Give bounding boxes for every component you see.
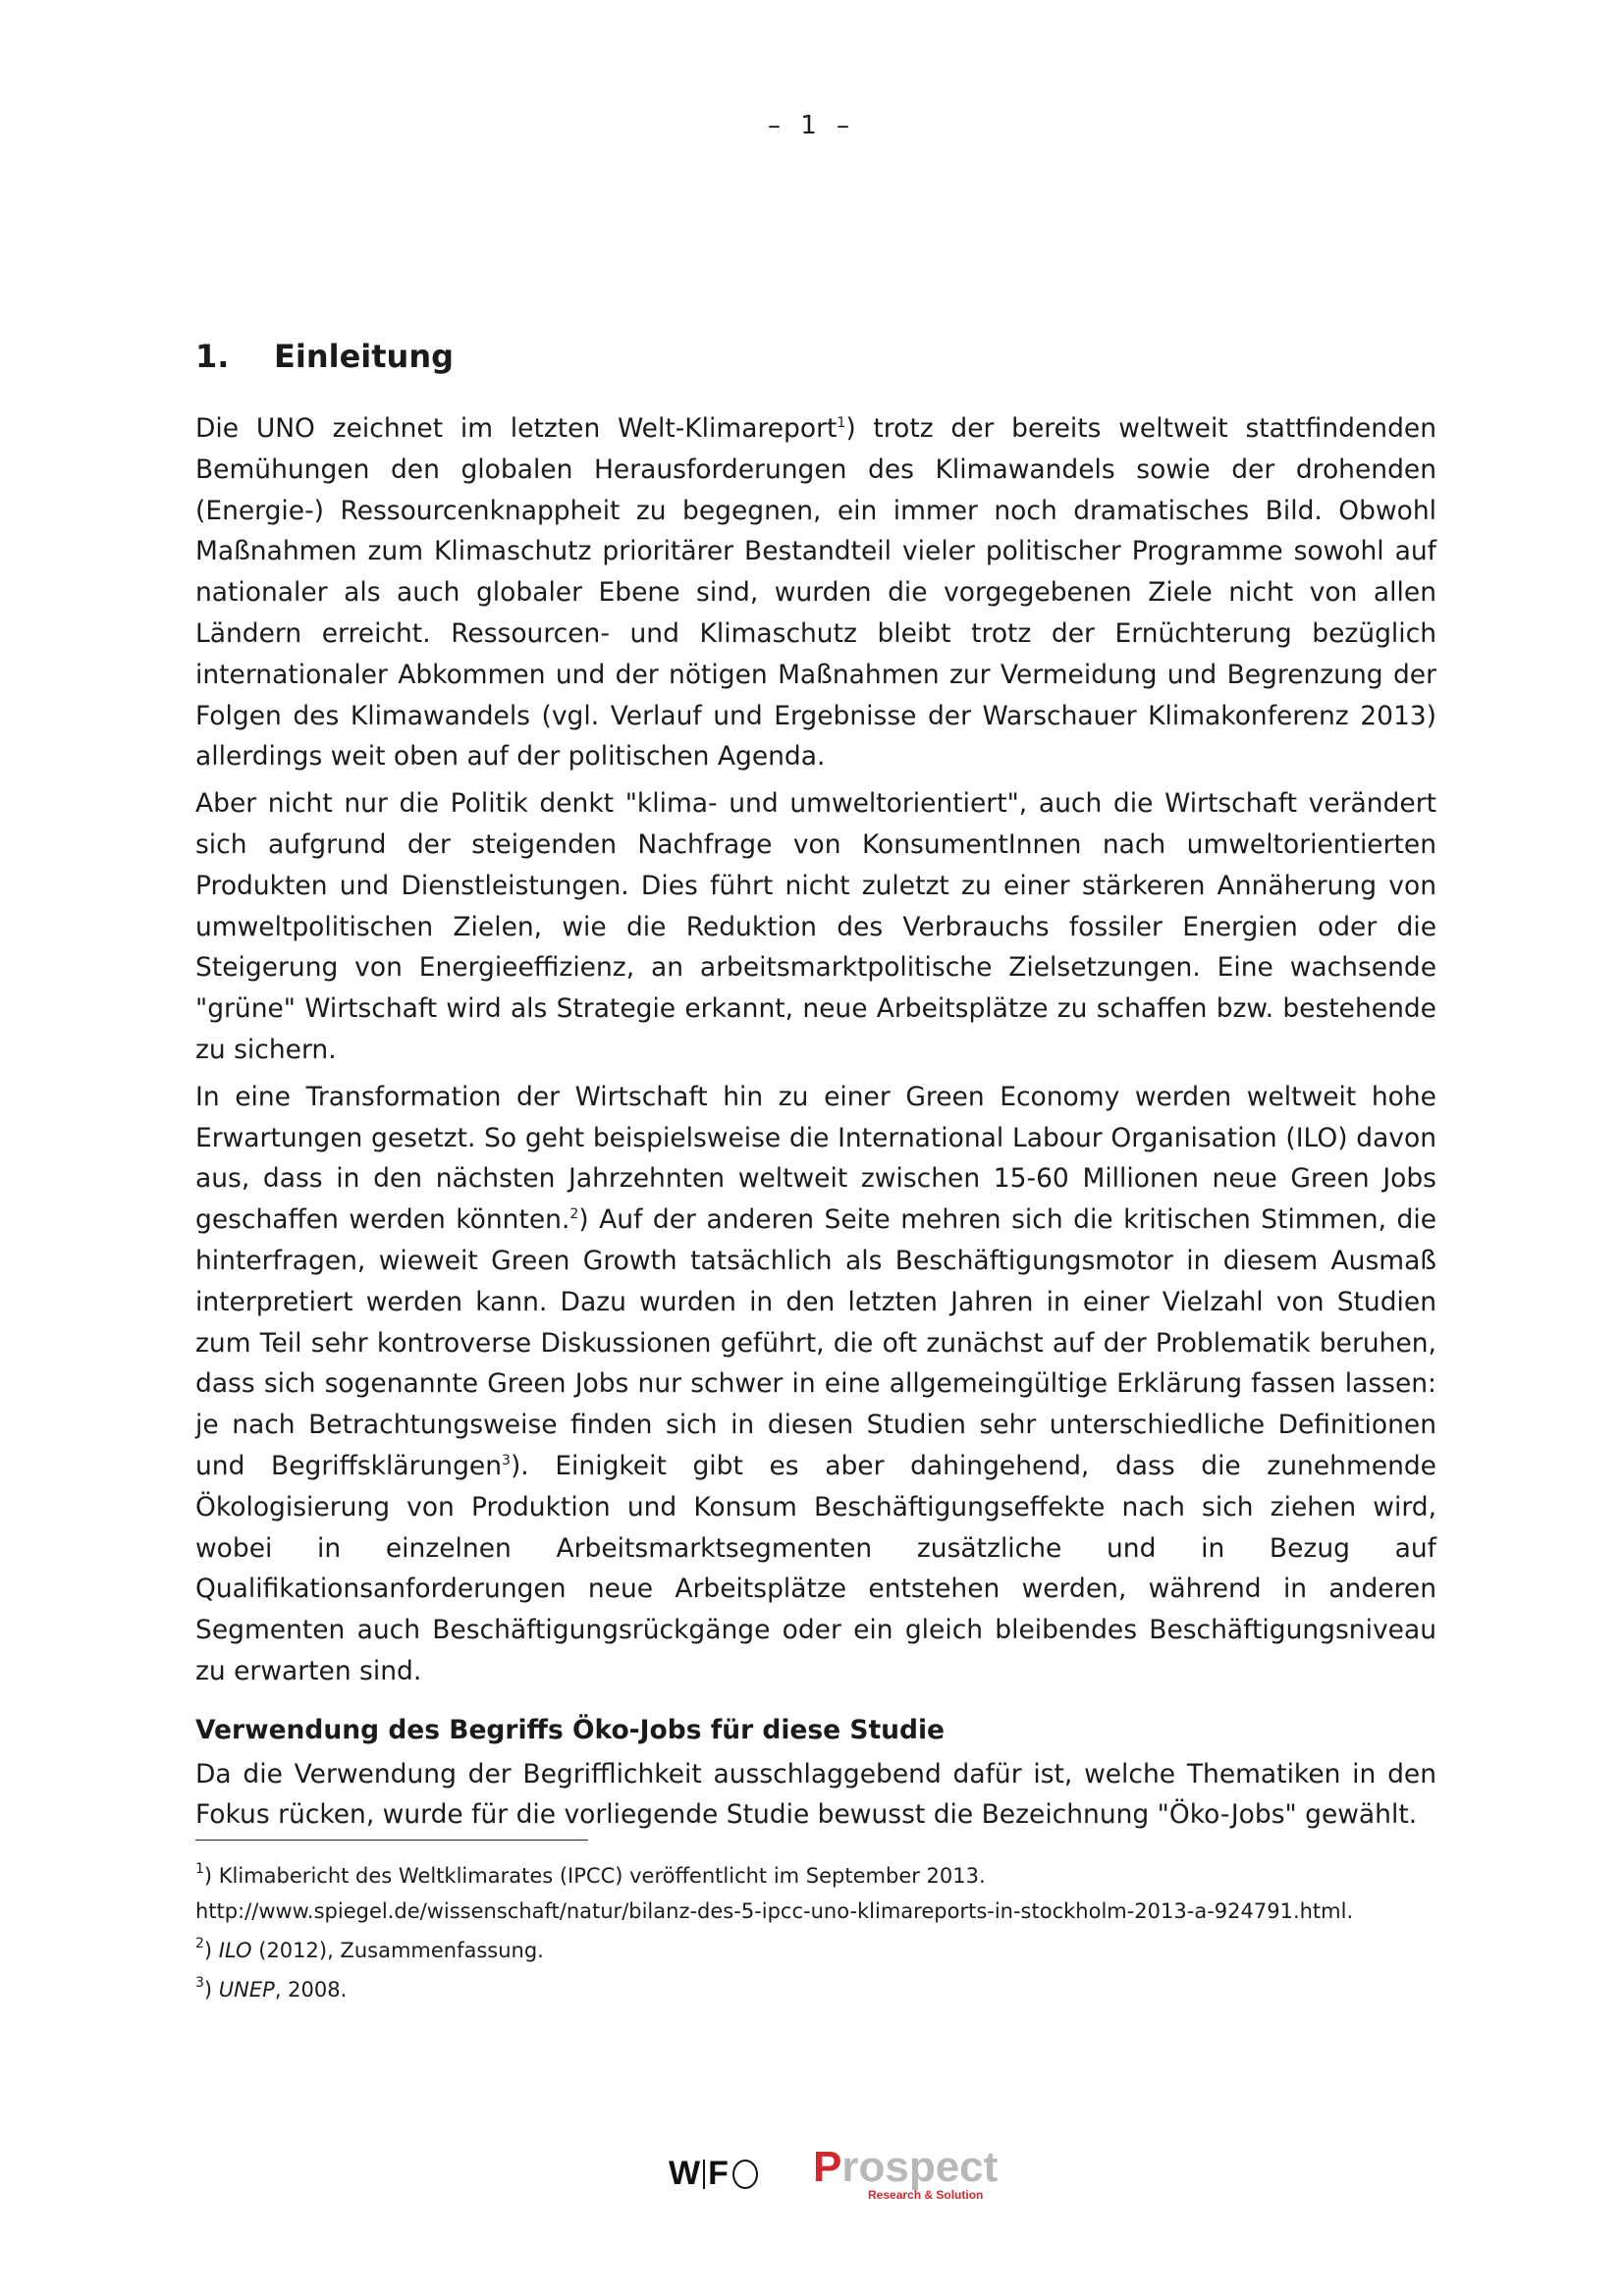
chapter-heading [195, 338, 454, 375]
paragraph-3: In eine Transformation der Wirtschaft hin zu einer Green Economy werden weltweit hohe Erwartungen gesetzt. So geht beispielsweise die International Labour Organisation (ILO) davon aus, dass in den nächsten Jahrzehnten weltweit zwischen 15-60 Millionen neue Green Jobs geschaffen werden könnten.$^2$) Auf der anderen Seite mehren sich die kritischen Stimmen, die hinterfragen, wieweit Green Growth tatsächlich als Beschäftigungsmotor in diesem Ausmaß interpretiert werden kann. Dazu wurden in den letzten Jahren in einer Vielzahl von Studien zum Teil sehr kontroverse Diskussionen geführt, die oft zunächst auf der Problematik beruhen, dass sich sogenannte Green Jobs nur schwer in eine allgemeingültige Erklärung fassen lassen: je nach Betrachtungsweise finden sich in diesen Studien sehr unterschiedliche Definitionen und Begriffsklärungen$^3$). Einigkeit gibt es aber dahingehend, dass die zunehmende Ökologisierung von Produktion und Konsum Beschäftigungseffekte nach sich ziehen wird, wobei in einzelnen Arbeitsmarktsegmenten zusätzliche und in Bezug auf Qualifikationsanforderungen neue Arbeitsplätze entstehen werden, während in anderen Segmenten auch Beschäftigungsrückgänge oder ein gleich bleibendes Beschäftigungsniveau zu erwarten sind. [195, 1081, 1436, 1686]
chapter-title: Einleitung [274, 338, 455, 375]
page-number: – 1 – [767, 111, 856, 140]
section-subheading: Verwendung des Begriffs Öko-Jobs für diese Studie [195, 1714, 946, 1745]
footer-logos [0, 2143, 1623, 2212]
footnote-1-url[interactable]: http://www.spiegel.de/wissenschaft/natur/bilanz-des-5-ipcc-uno-klimareports-in-stockholm-2013-a-924791.html. [195, 1899, 1354, 1923]
footnote-ref-1: 1 [837, 415, 846, 431]
footnote-3: $^3$) UNEP, 2008. [195, 1975, 348, 2002]
footnote-ref-3: 3 [502, 1452, 511, 1468]
paragraph-4: Da die Verwendung der Begrifflichkeit ausschlaggebend dafür ist, welche Thematiken in den Fokus rücken, wurde für die vorliegende Studie bewusst die Bezeichnung "Öko-Jobs" gewählt. [195, 1758, 1436, 1831]
chapter-number: 1. [195, 338, 230, 375]
prospect-tagline: Research & Solution [868, 2188, 984, 2202]
footnote-ref-2: 2 [569, 1206, 579, 1223]
footnote-divider [195, 1840, 588, 1841]
footnote-2: $^2$) ILO (2012), Zusammenfassung. [195, 1936, 544, 1962]
paragraph-2: Aber nicht nur die Politik denkt "klima- und umweltorientiert", auch die Wirtschaft verändert sich aufgrund der steigenden Nachfrage von KonsumentInnen nach umweltorientierten Produkten und Dienstleistungen. Dies führt nicht zuletzt zu einer stärkeren Annäherung von umweltpolitischen Zielen, wie die Reduktion des Verbrauchs fossiler Energien oder die Steigerung von Energieeffizienz, an arbeitsmarktpolitische Zielsetzungen. Eine wachsende "grüne" Wirtschaft wird als Strategie erkannt, neue Arbeitsplätze zu schaffen bzw. bestehende zu sichern. [195, 788, 1436, 1065]
footnotes [195, 1858, 1436, 2007]
wifo-logo: W F [669, 2155, 758, 2193]
body-text [195, 408, 1436, 1842]
paragraph-1: Die UNO zeichnet im letzten Welt-Klimareport$^1$) trotz der bereits weltweit stattfindenden Bemühungen den globalen Herausforderungen des Klimawandels sowie der drohenden (Energie-) Ressourcenknappheit zu begegnen, ein immer noch dramatisches Bild. Obwohl Maßnahmen zum Klimaschutz prioritärer Bestandteil vieler politischer Programme sowohl auf nationaler als auch globaler Ebene sind, wurden die vorgegebenen Ziele nicht von allen Ländern erreicht. Ressourcen- und Klimaschutz bleibt trotz der Ernüchterung bezüglich internationaler Abkommen und der nötigen Maßnahmen zur Vermeidung und Begrenzung der Folgen des Klimawandels (vgl. Verlauf und Ergebnisse der Warschauer Klimakonferenz 2013) allerdings weit oben auf der politischen Agenda. [195, 413, 1436, 773]
prospect-logo: Prospect Research & Solution [813, 2143, 999, 2202]
footnote-1: $^1$) Klimabericht des Weltklimarates (IPCC) veröffentlicht im September 2013. [195, 1861, 986, 1888]
